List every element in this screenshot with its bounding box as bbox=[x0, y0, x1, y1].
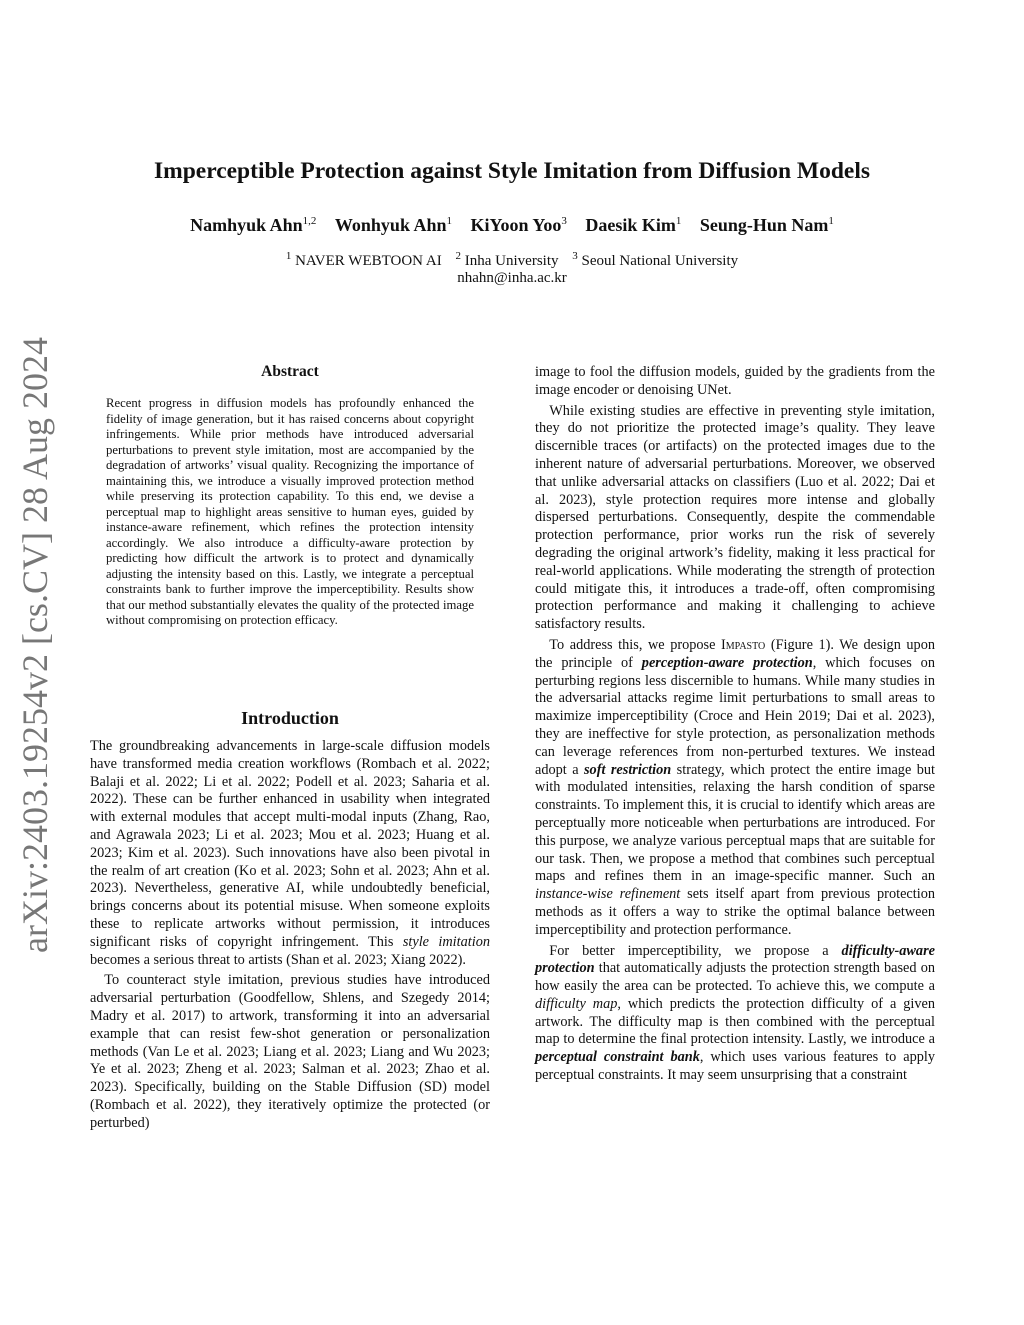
left-column bbox=[90, 738, 490, 1133]
method-name: Impasto bbox=[721, 636, 766, 653]
emphasis: perception-aware protection bbox=[641, 654, 813, 671]
text-run: For better imperceptibility, we propose a bbox=[549, 942, 842, 959]
affiliation-number: 2 bbox=[455, 250, 462, 262]
text-run: that automatically adjusts the protection strength based on how easily the area can be protected. To achieve this, we compute a bbox=[535, 960, 935, 995]
emphasis: difficulty-aware protection bbox=[535, 942, 935, 977]
affiliation-number: 1 bbox=[285, 250, 292, 262]
text-run: strategy, which protect the entire image but with modulated intensities, relaxing the harsh condition of sparse constraints. To implement this, it is crucial to identify which areas are perceptually more noticeable when perturbations are introduced. For this purpose, we analyze various perceptual maps that are suitable for our task. Then, we propose a method that combines such perceptual maps and refines them in an image-specific manner. Such an bbox=[535, 761, 935, 885]
author-affil-mark: 1,2 bbox=[302, 215, 317, 227]
abstract-heading: Abstract bbox=[261, 363, 319, 380]
author bbox=[470, 215, 566, 235]
author-name: Namhyuk Ahn bbox=[190, 215, 303, 235]
author bbox=[700, 215, 834, 235]
arxiv-identifier: arXiv:2403.19254v2 [cs.CV] 28 Aug 2024 bbox=[15, 337, 55, 953]
text-run: The groundbreaking advancements in large-scale diffusion models have transformed media creation workflows (Rombach et al. 2022; Balaji et al. 2022; Li et al. 2022; Podell et al. 2023; Saharia et al. 2022). These can be further enhanced in usability when integrated with external modules that accept multi-modal inputs (Zhang, Rao, and Agrawala 2023; Li et al. 2023; Mou et al. 2023; Huang et al. 2023; Kim et al. 2023). Such innovations have also been pivotal in the realm of art creation (Ko et al. 2023; Sohn et al. 2023; Ahn et al. 2023). Nevertheless, generative AI, while undoubtedly beneficial, brings concerns about its potential misuse. When someone exploits these to replicate artworks without permission, it introduces significant risks of copyright infringement. This bbox=[90, 738, 490, 950]
text-run: sets itself apart from previous protection methods as it offers a way to strike the optimal balance between imperceptibility and protection performance. bbox=[535, 886, 935, 938]
emphasis: difficulty map bbox=[535, 995, 618, 1012]
author bbox=[335, 215, 452, 235]
affiliation bbox=[455, 250, 559, 269]
intro-paragraph-3: While existing studies are effective in preventing style imitation, they do not prioritize the protected image’s quality. They leave discernible traces (or artifacts) on the protected images due to the inherent nature of adversarial perturbations. Moreover, we observed that unlike adversarial attacks on classifiers (Luo et al. 2022; Dai et al. 2023), style protection requires more intense and globally dispersed perturbations. Consequently, despite the commendable protection performance, prior works run the risk of severely degrading the original artwork’s fidelity, making it less practical for real-world applications. While moderating the strength of protection could mitigate this, it introduces a trade-off, often compromising protection performance and making it challenging to achieve satisfactory results. bbox=[535, 402, 935, 633]
text-run: , which focuses on perturbing regions less discernible to humans. While many studies in the adversarial attacks regime limit perturbations to small areas to maximize imperceptibility (Croce and Hein 2019; Dai et al. 2023), they are ineffective for style protection, as personalization methods can leverage references from non-perturbed textures. We instead adopt a bbox=[535, 654, 935, 778]
intro-paragraph-1 bbox=[90, 738, 490, 969]
author bbox=[190, 215, 316, 235]
author-affil-mark: 1 bbox=[446, 215, 452, 227]
affiliation-name: NAVER WEBTOON AI bbox=[295, 253, 442, 269]
author-name: Daesik Kim bbox=[585, 215, 676, 235]
author-name: KiYoon Yoo bbox=[470, 215, 562, 235]
author-list bbox=[90, 215, 934, 236]
affiliation-number: 3 bbox=[572, 250, 578, 262]
affiliation bbox=[285, 250, 442, 269]
affiliation-list bbox=[90, 250, 934, 270]
intro-paragraph-5 bbox=[535, 943, 935, 1085]
intro-paragraph-4 bbox=[535, 637, 935, 940]
author bbox=[585, 215, 681, 235]
emphasis: instance-wise refinement bbox=[535, 886, 681, 903]
contact-email: nhahn@inha.ac.kr bbox=[457, 270, 567, 286]
introduction-heading: Introduction bbox=[241, 708, 339, 728]
text-run: , which uses various features to apply perceptual constraints. It may seem unsurprising that a constraint bbox=[535, 1049, 935, 1084]
affiliation-name: Seoul National University bbox=[581, 253, 739, 269]
author-name: Wonhyuk Ahn bbox=[334, 215, 447, 235]
abstract-body: Recent progress in diffusion models has profoundly enhanced the fidelity of image generation, but it has raised concerns about copyright infringements. While prior methods have introduced adversarial perturbations to prevent style imitation, most are accompanied by the degradation of artworks’ visual quality. Recognizing the importance of maintaining this, we introduce a visually improved protection method while preserving its protection capability. To this end, we devise a perceptual map to highlight areas sensitive to human eyes, guided by instance-aware refinement, which refines the protection intensity accordingly. We also introduce a difficulty-aware protection by predicting how difficult the artwork is to protect and dynamically adjusting the intensity based on this. Lastly, we integrate a perceptual constraints bank to further improve the imperceptibility. Results show that our method substantially elevates the quality of the protected image without compromising on protection efficacy. bbox=[106, 396, 474, 627]
emphasis: soft restriction bbox=[583, 761, 672, 778]
author-affil-mark: 1 bbox=[828, 215, 834, 227]
text-run: (Figure 1). We design upon the principle of bbox=[535, 636, 935, 671]
author-affil-mark: 1 bbox=[675, 215, 682, 227]
affiliation-name: Inha University bbox=[464, 253, 559, 269]
text-run: To address this, we propose bbox=[549, 636, 722, 653]
text-run: , which predicts the protection difficulty of a given artwork. The difficulty map is then combined with the perceptual map to determine the final protection intensity. Lastly, we introduce a bbox=[535, 995, 935, 1048]
paper-title: Imperceptible Protection against Style Imitation from Diffusion Models bbox=[153, 158, 871, 184]
author-affil-mark: 3 bbox=[561, 215, 567, 227]
intro-paragraph-continued: image to fool the diffusion models, guided by the gradients from the image encoder or denoising UNet. bbox=[535, 364, 935, 398]
intro-paragraph-2: To counteract style imitation, previous studies have introduced adversarial perturbation (Goodfellow, Shlens, and Szegedy 2014; Madry et al. 2017) to artwork, transforming it into an adversarial example that can resist few-shot generation or personalization methods (Van Le et al. 2023; Liang et al. 2023; Liang and Wu 2023; Ye et al. 2023; Zheng et al. 2023; Salman et al. 2023; Zhao et al. 2023). Specifically, building on the Stable Diffusion (SD) model (Rombach et al. 2022), they iteratively optimize the protected (or perturbed) bbox=[90, 972, 490, 1131]
affiliation bbox=[572, 250, 739, 269]
text-run: becomes a serious threat to artists (Shan et al. 2023; Xiang 2022). bbox=[90, 951, 466, 968]
right-column bbox=[535, 364, 935, 1085]
emphasis: perceptual constraint bank bbox=[535, 1049, 700, 1066]
author-name: Seung-Hun Nam bbox=[699, 215, 829, 235]
emphasis: style imitation bbox=[402, 933, 491, 950]
